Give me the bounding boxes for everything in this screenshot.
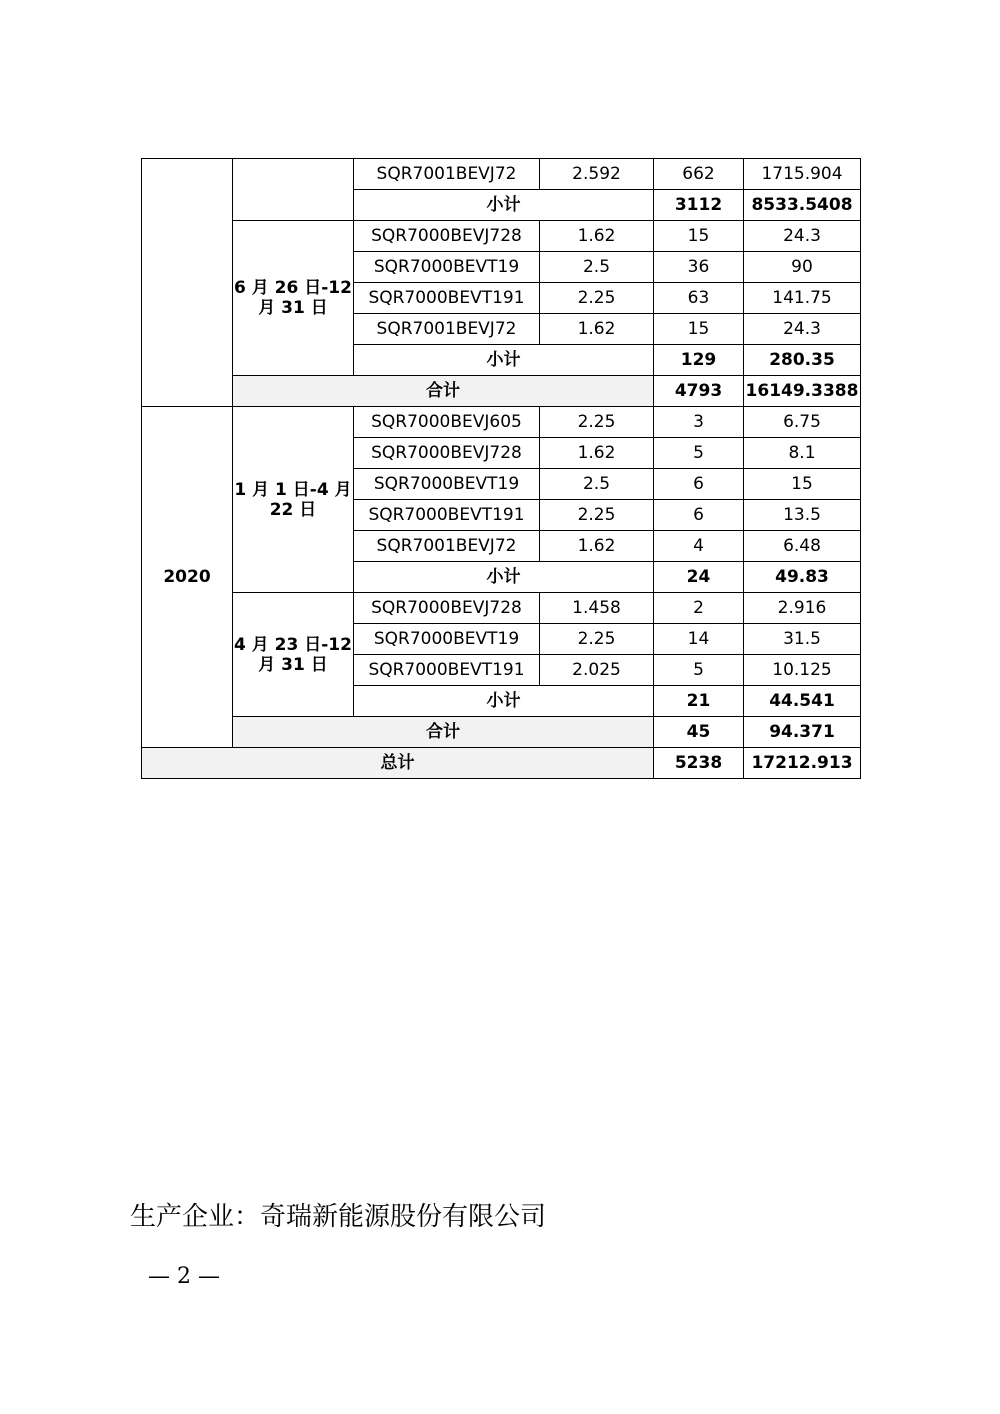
count-cell: 36 — [654, 252, 744, 283]
amount-cell: 15 — [744, 469, 861, 500]
grand-total-row — [142, 748, 861, 779]
amount-cell: 10.125 — [744, 655, 861, 686]
grand-total-count: 5238 — [654, 748, 744, 779]
subtotal-count: 129 — [654, 345, 744, 376]
period-label: 6 月 26 日-12 月 31 日 — [233, 221, 354, 376]
amount-cell: 141.75 — [744, 283, 861, 314]
manufacturer-line: 生产企业：奇瑞新能源股份有限公司 — [130, 1202, 547, 1232]
subtotal-count: 21 — [654, 686, 744, 717]
amount-cell: 2.916 — [744, 593, 861, 624]
count-cell: 662 — [654, 159, 744, 190]
total-count: 45 — [654, 717, 744, 748]
subtotal-label: 小计 — [354, 562, 654, 593]
amount-cell: 6.75 — [744, 407, 861, 438]
model-cell: SQR7000BEVT191 — [354, 500, 540, 531]
amount-cell: 13.5 — [744, 500, 861, 531]
value-cell: 2.025 — [540, 655, 654, 686]
value-cell: 1.62 — [540, 314, 654, 345]
count-cell: 6 — [654, 500, 744, 531]
subtotal-label: 小计 — [354, 345, 654, 376]
total-label: 合计 — [233, 376, 654, 407]
count-cell: 2 — [654, 593, 744, 624]
total-amount: 16149.3388 — [744, 376, 861, 407]
period-label: 4 月 23 日-12 月 31 日 — [233, 593, 354, 717]
total-row — [142, 376, 861, 407]
value-cell: 1.458 — [540, 593, 654, 624]
value-cell: 2.25 — [540, 407, 654, 438]
year-label: 2020 — [142, 407, 233, 748]
count-cell: 15 — [654, 314, 744, 345]
table-row — [142, 221, 861, 252]
period-cell-blank — [233, 159, 354, 221]
amount-cell: 24.3 — [744, 314, 861, 345]
amount-cell: 6.48 — [744, 531, 861, 562]
model-cell: SQR7001BEVJ72 — [354, 531, 540, 562]
model-cell: SQR7001BEVJ72 — [354, 159, 540, 190]
total-row — [142, 717, 861, 748]
value-cell: 2.25 — [540, 624, 654, 655]
value-cell: 2.25 — [540, 500, 654, 531]
year-cell-blank — [142, 159, 233, 407]
total-count: 4793 — [654, 376, 744, 407]
model-cell: SQR7000BEVJ728 — [354, 221, 540, 252]
amount-cell: 24.3 — [744, 221, 861, 252]
subtotal-amount: 8533.5408 — [744, 190, 861, 221]
count-cell: 3 — [654, 407, 744, 438]
amount-cell: 8.1 — [744, 438, 861, 469]
count-cell: 4 — [654, 531, 744, 562]
subtotal-count: 24 — [654, 562, 744, 593]
total-label: 合计 — [233, 717, 654, 748]
model-cell: SQR7000BEVT19 — [354, 624, 540, 655]
count-cell: 5 — [654, 438, 744, 469]
subtotal-label: 小计 — [354, 686, 654, 717]
count-cell: 63 — [654, 283, 744, 314]
value-cell: 1.62 — [540, 221, 654, 252]
subsidy-table — [141, 158, 861, 779]
value-cell: 2.592 — [540, 159, 654, 190]
period-label: 1 月 1 日-4 月 22 日 — [233, 407, 354, 593]
model-cell: SQR7000BEVT191 — [354, 655, 540, 686]
value-cell: 2.25 — [540, 283, 654, 314]
table-row — [142, 407, 861, 438]
table-row — [142, 159, 861, 190]
subtotal-amount: 44.541 — [744, 686, 861, 717]
model-cell: SQR7000BEVJ728 — [354, 593, 540, 624]
subtotal-label: 小计 — [354, 190, 654, 221]
total-amount: 94.371 — [744, 717, 861, 748]
table-row — [142, 593, 861, 624]
page-number: — 2 — — [148, 1264, 220, 1289]
value-cell: 2.5 — [540, 469, 654, 500]
subtotal-amount: 280.35 — [744, 345, 861, 376]
amount-cell: 1715.904 — [744, 159, 861, 190]
model-cell: SQR7000BEVJ728 — [354, 438, 540, 469]
grand-total-label: 总计 — [142, 748, 654, 779]
count-cell: 5 — [654, 655, 744, 686]
model-cell: SQR7001BEVJ72 — [354, 314, 540, 345]
model-cell: SQR7000BEVT19 — [354, 469, 540, 500]
count-cell: 6 — [654, 469, 744, 500]
amount-cell: 31.5 — [744, 624, 861, 655]
value-cell: 1.62 — [540, 438, 654, 469]
subtotal-amount: 49.83 — [744, 562, 861, 593]
count-cell: 14 — [654, 624, 744, 655]
grand-total-amount: 17212.913 — [744, 748, 861, 779]
value-cell: 1.62 — [540, 531, 654, 562]
count-cell: 15 — [654, 221, 744, 252]
amount-cell: 90 — [744, 252, 861, 283]
subtotal-count: 3112 — [654, 190, 744, 221]
value-cell: 2.5 — [540, 252, 654, 283]
model-cell: SQR7000BEVT19 — [354, 252, 540, 283]
model-cell: SQR7000BEVT191 — [354, 283, 540, 314]
model-cell: SQR7000BEVJ605 — [354, 407, 540, 438]
